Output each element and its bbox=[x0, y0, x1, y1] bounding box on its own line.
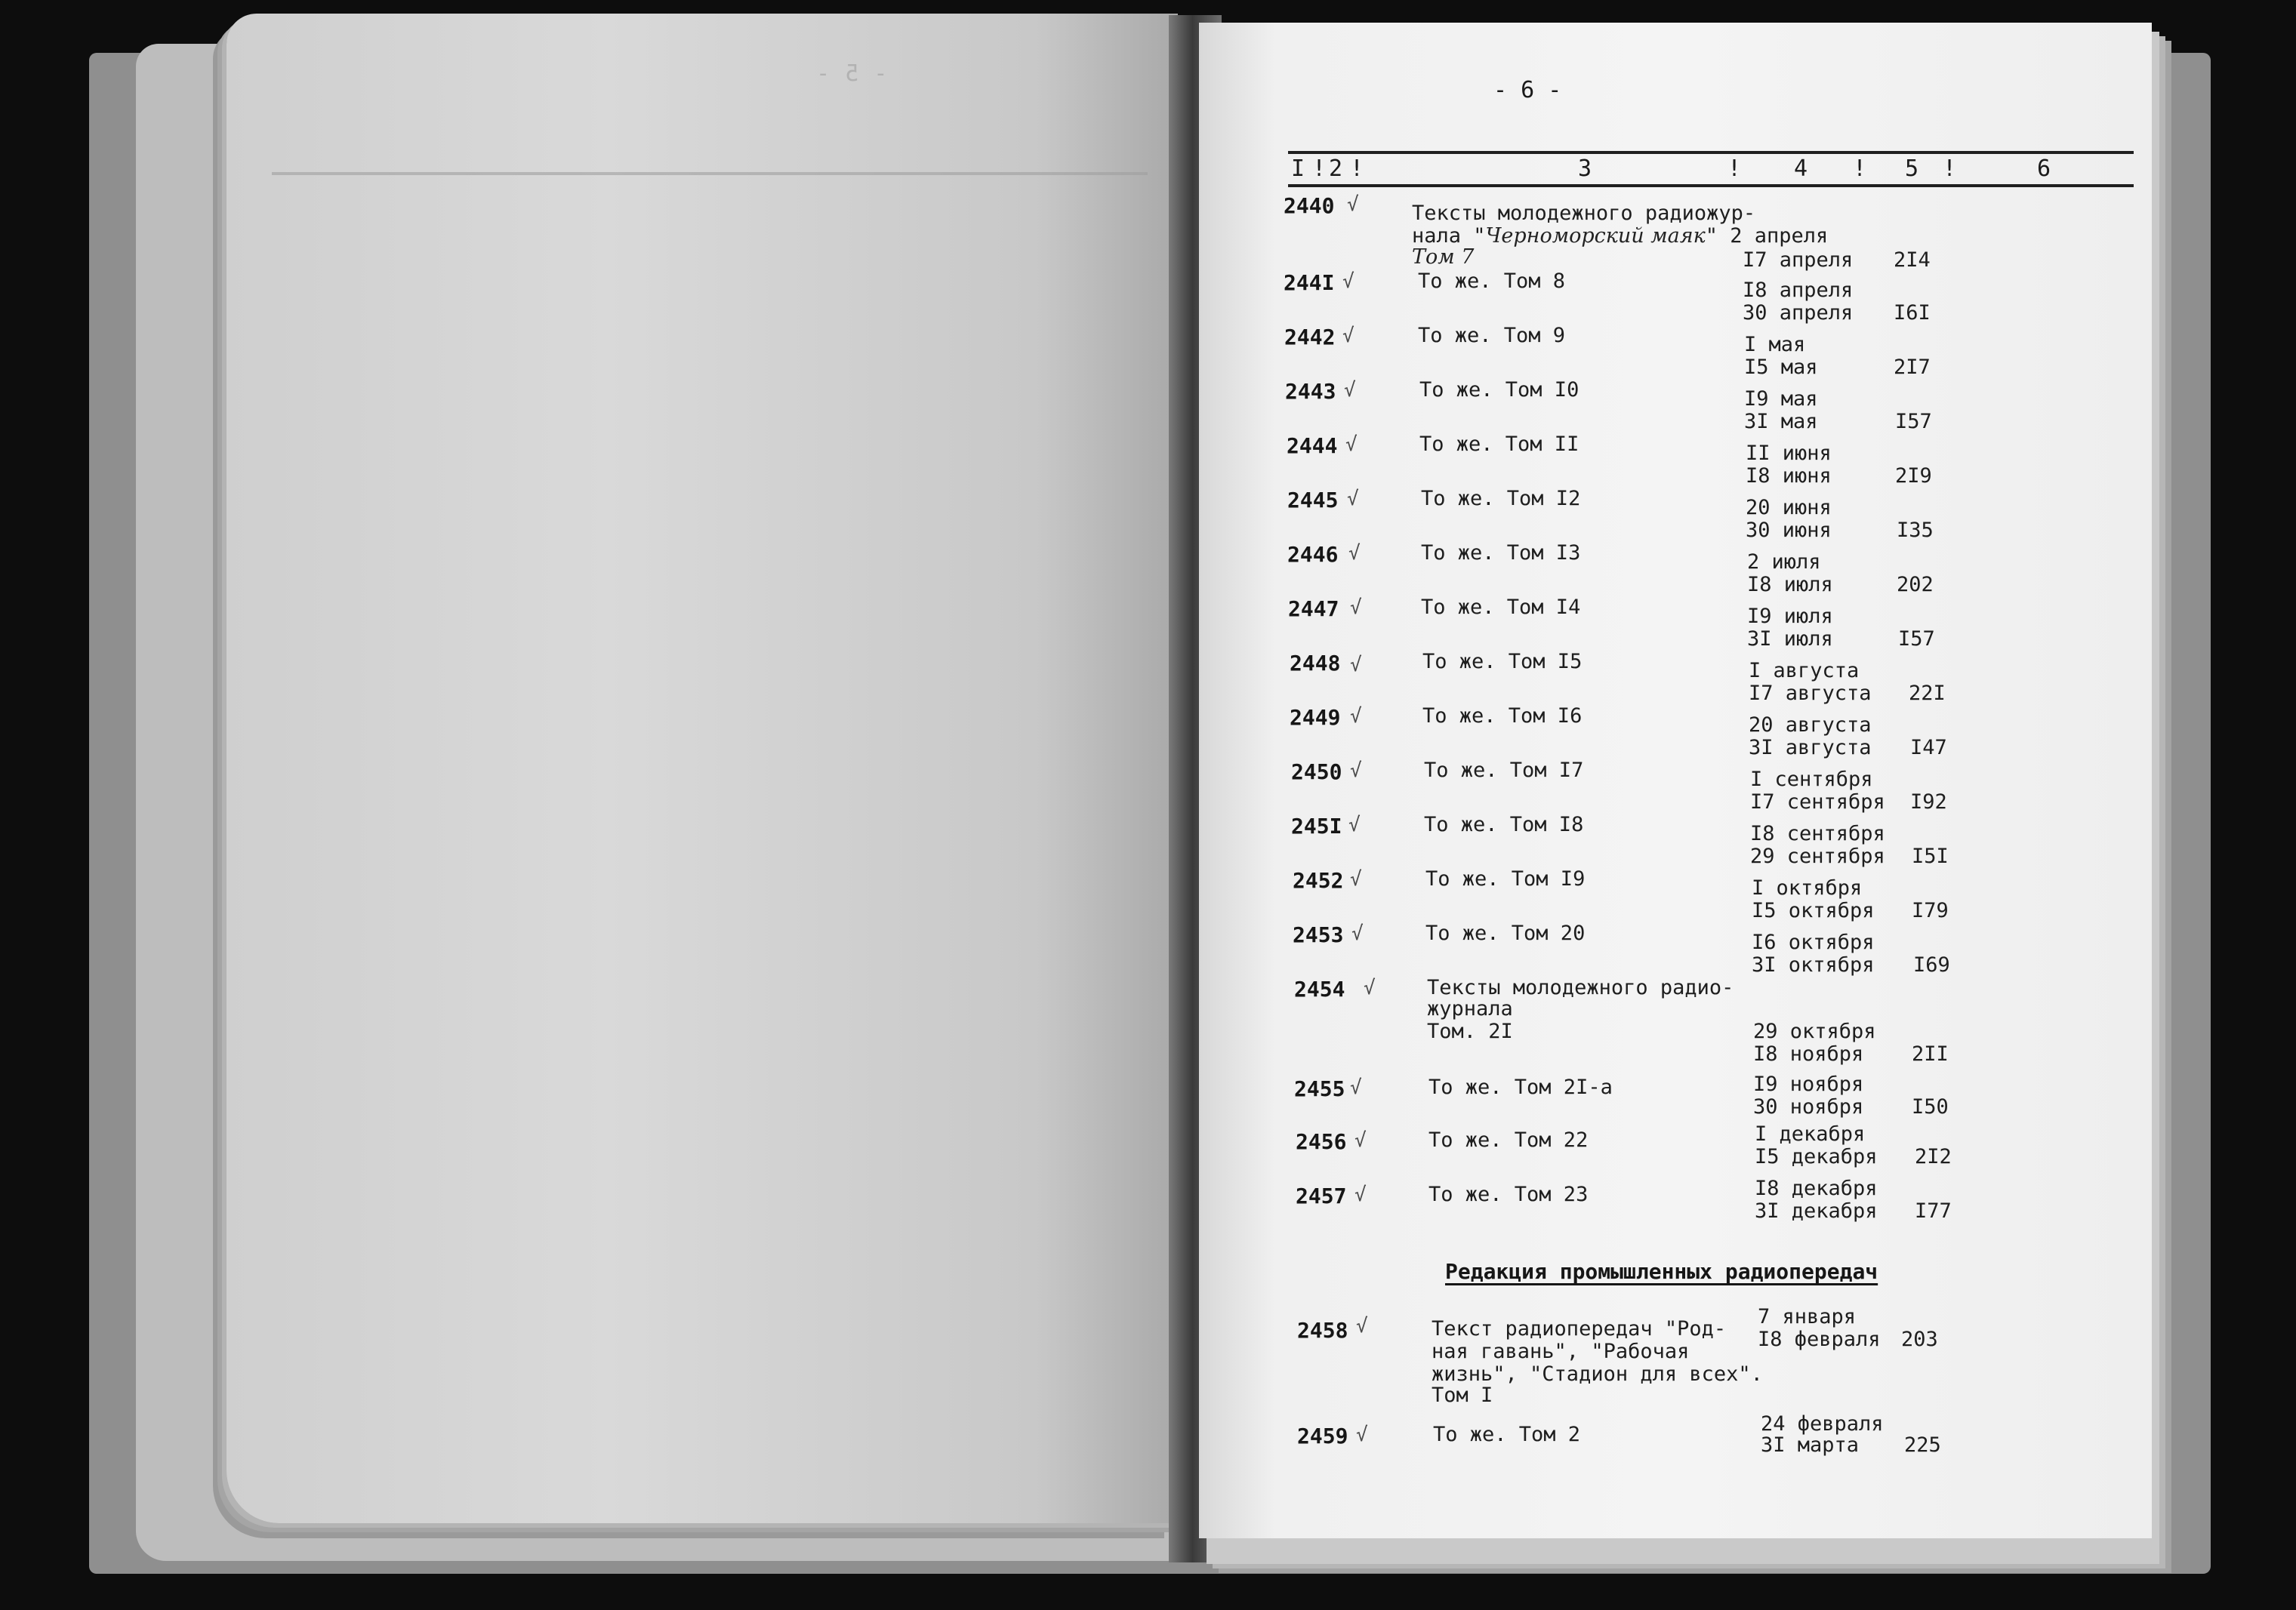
row-number: 2450 bbox=[1291, 759, 1342, 784]
row-date-end: 30 апреля bbox=[1743, 301, 1854, 325]
row-pages: I57 bbox=[1895, 410, 1932, 433]
row-pages: I57 bbox=[1898, 627, 1935, 651]
row-date-end: 30 ноября bbox=[1753, 1095, 1864, 1119]
row-description: журнала bbox=[1427, 997, 1513, 1020]
row-description: То же. Том I5 bbox=[1422, 650, 1583, 673]
row-date-start: 24 февраля bbox=[1761, 1412, 1884, 1436]
row-pages: 2II bbox=[1912, 1042, 1949, 1066]
row-date-end: 3I октября bbox=[1752, 953, 1875, 977]
row-description: жизнь", "Стадион для всех". bbox=[1432, 1362, 1763, 1386]
row-date-end: I5 мая bbox=[1744, 356, 1818, 379]
row-description: Текст радиопередач "Род- bbox=[1432, 1317, 1727, 1341]
header-sep: ! bbox=[1853, 155, 1867, 182]
check-mark-icon: √ bbox=[1342, 325, 1354, 347]
row-number: 2448 bbox=[1290, 651, 1341, 676]
row-description: То же. Том 23 bbox=[1428, 1183, 1589, 1206]
row-date-start: I декабря bbox=[1755, 1122, 1866, 1146]
check-mark-icon: √ bbox=[1342, 270, 1354, 293]
check-mark-icon: √ bbox=[1348, 542, 1361, 565]
row-date-start: I6 октября bbox=[1752, 931, 1875, 954]
row-date-end: 3I августа bbox=[1749, 736, 1872, 759]
row-date-start: 2 июля bbox=[1747, 550, 1821, 574]
left-page-number: - 5 - bbox=[815, 60, 888, 87]
row-date-start: I9 июля bbox=[1747, 605, 1833, 628]
row-date-end: 30 июня bbox=[1746, 519, 1832, 542]
row-number: 2445 bbox=[1287, 488, 1339, 513]
row-number: 2440 bbox=[1284, 193, 1335, 218]
check-mark-icon: √ bbox=[1350, 1076, 1362, 1099]
handwritten-volume: Том 7 bbox=[1412, 245, 1475, 269]
row-pages: I5I bbox=[1912, 845, 1949, 868]
check-mark-icon: √ bbox=[1364, 977, 1376, 999]
row-date-start: I октября bbox=[1752, 876, 1863, 900]
row-description: нала "Черноморский маяк" 2 апреля bbox=[1412, 224, 1829, 248]
check-mark-icon: √ bbox=[1350, 596, 1362, 619]
row-pages: I79 bbox=[1912, 899, 1949, 922]
row-description: Том I bbox=[1432, 1384, 1493, 1407]
right-page bbox=[1199, 23, 2152, 1538]
check-mark-icon: √ bbox=[1347, 488, 1359, 510]
row-number: 2443 bbox=[1285, 379, 1336, 404]
row-description: То же. Том 9 bbox=[1418, 324, 1566, 347]
row-date-end: I8 июля bbox=[1747, 573, 1833, 596]
row-pages: 22I bbox=[1909, 682, 1946, 705]
row-description: То же. Том I8 bbox=[1424, 813, 1584, 836]
header-col-1: I bbox=[1291, 155, 1305, 182]
row-number: 2456 bbox=[1296, 1129, 1347, 1154]
row-date-start: I8 декабря bbox=[1755, 1177, 1878, 1200]
row-number: 2446 bbox=[1287, 542, 1339, 567]
check-mark-icon: √ bbox=[1356, 1424, 1368, 1446]
row-date-end: I7 августа bbox=[1749, 682, 1872, 705]
row-date-end: I7 сентября bbox=[1750, 790, 1885, 814]
header-col-4: 4 bbox=[1794, 155, 1808, 182]
check-mark-icon: √ bbox=[1356, 1315, 1368, 1338]
row-number: 244I bbox=[1284, 270, 1335, 295]
row-date-start: I сентября bbox=[1750, 768, 1873, 791]
row-number: 2459 bbox=[1297, 1424, 1348, 1448]
row-description: То же. Том I2 bbox=[1421, 487, 1581, 510]
row-description: То же. Том I6 bbox=[1422, 704, 1583, 728]
row-pages: 2I9 bbox=[1895, 464, 1932, 488]
row-number: 2449 bbox=[1290, 705, 1341, 730]
row-date-end: 3I июля bbox=[1747, 627, 1833, 651]
row-date-start: I8 апреля bbox=[1743, 279, 1854, 302]
header-line-bottom bbox=[1288, 184, 2134, 187]
header-line-top bbox=[1288, 151, 2134, 154]
row-date-end: 3I декабря bbox=[1755, 1199, 1878, 1223]
row-date-start: I августа bbox=[1749, 659, 1860, 682]
row-description: То же. Том I0 bbox=[1419, 378, 1579, 402]
row-pages: I50 bbox=[1912, 1095, 1949, 1119]
row-pages: I69 bbox=[1913, 953, 1950, 977]
handwritten-title: Черноморский маяк bbox=[1485, 224, 1706, 248]
row-number: 2442 bbox=[1284, 325, 1336, 349]
row-date-start: 29 октября bbox=[1753, 1020, 1876, 1043]
row-description: То же. Том 20 bbox=[1425, 922, 1586, 945]
header-sep: ! bbox=[1350, 155, 1364, 182]
row-pages: 2I4 bbox=[1894, 248, 1931, 272]
row-description: То же. Том I7 bbox=[1424, 759, 1584, 782]
row-number: 2452 bbox=[1293, 868, 1344, 893]
row-number: 2457 bbox=[1296, 1184, 1347, 1208]
row-pages: 2I2 bbox=[1915, 1145, 1952, 1168]
row-description: ная гавань", "Рабочая bbox=[1432, 1340, 1690, 1363]
check-mark-icon: √ bbox=[1345, 433, 1358, 456]
row-date-end: I7 апреля bbox=[1743, 248, 1854, 272]
row-date-end: I8 ноября bbox=[1753, 1042, 1864, 1066]
header-sep: ! bbox=[1312, 155, 1327, 182]
row-date-start: 7 января bbox=[1758, 1305, 1857, 1328]
row-number: 2453 bbox=[1293, 922, 1344, 947]
row-description: Том. 2I bbox=[1427, 1020, 1513, 1043]
row-pages: 203 bbox=[1901, 1328, 1938, 1351]
row-description: То же. Том 8 bbox=[1418, 269, 1566, 293]
row-date-start: 20 июня bbox=[1746, 496, 1832, 519]
row-description: То же. Том I3 bbox=[1421, 541, 1581, 565]
row-date-start: II июня bbox=[1746, 442, 1832, 465]
row-date-end: I8 июня bbox=[1746, 464, 1832, 488]
check-mark-icon: √ bbox=[1354, 1184, 1367, 1206]
row-description: То же. Том 2 bbox=[1433, 1423, 1581, 1446]
row-description: То же. Том 22 bbox=[1428, 1128, 1589, 1152]
row-description: Тексты молодежного радио- bbox=[1427, 976, 1734, 999]
check-mark-icon: √ bbox=[1347, 193, 1359, 216]
row-date-end: I5 декабря bbox=[1755, 1145, 1878, 1168]
row-pages: I35 bbox=[1897, 519, 1934, 542]
check-mark-icon: √ bbox=[1350, 654, 1362, 676]
check-mark-icon: √ bbox=[1350, 759, 1362, 782]
check-mark-icon: √ bbox=[1354, 1129, 1367, 1152]
row-description: Тексты молодежного радиожур- bbox=[1412, 202, 1756, 225]
row-number: 2455 bbox=[1294, 1076, 1345, 1101]
row-date-end: 3I марта bbox=[1761, 1433, 1860, 1457]
header-sep: ! bbox=[1943, 155, 1957, 182]
row-description: То же. Том II bbox=[1419, 433, 1579, 456]
row-number: 2458 bbox=[1297, 1318, 1348, 1343]
row-date-end: I5 октября bbox=[1752, 899, 1875, 922]
row-date-start: 20 августа bbox=[1749, 713, 1872, 737]
check-mark-icon: √ bbox=[1344, 379, 1356, 402]
row-date-start: I8 сентября bbox=[1750, 822, 1885, 845]
row-pages: I47 bbox=[1910, 736, 1947, 759]
row-pages: I77 bbox=[1915, 1199, 1952, 1223]
check-mark-icon: √ bbox=[1350, 868, 1362, 891]
header-col-3: 3 bbox=[1578, 155, 1592, 182]
left-page bbox=[227, 14, 1178, 1523]
row-pages: 2I7 bbox=[1894, 356, 1931, 379]
row-number: 2444 bbox=[1287, 433, 1338, 458]
check-mark-icon: √ bbox=[1351, 922, 1364, 945]
check-mark-icon: √ bbox=[1348, 814, 1361, 836]
header-col-6: 6 bbox=[2037, 155, 2051, 182]
row-pages: I6I bbox=[1894, 301, 1931, 325]
row-date-start: I9 ноября bbox=[1753, 1073, 1864, 1096]
row-number: 2447 bbox=[1288, 596, 1339, 621]
row-pages: 202 bbox=[1897, 573, 1934, 596]
row-number: 245I bbox=[1291, 814, 1342, 839]
check-mark-icon: √ bbox=[1350, 705, 1362, 728]
row-date-end: 29 сентября bbox=[1750, 845, 1885, 868]
header-sep: ! bbox=[1727, 155, 1742, 182]
header-col-5: 5 bbox=[1905, 155, 1919, 182]
row-date-start: I9 мая bbox=[1744, 387, 1818, 411]
row-date-end: 3I мая bbox=[1744, 410, 1818, 433]
row-description: То же. Том I4 bbox=[1421, 596, 1581, 619]
row-description: То же. Том 2I-а bbox=[1428, 1076, 1613, 1099]
row-date-start: I мая bbox=[1744, 333, 1806, 356]
page-number: - 6 - bbox=[1493, 77, 1562, 103]
row-date-end: I8 февраля bbox=[1758, 1328, 1881, 1351]
row-pages: I92 bbox=[1910, 790, 1947, 814]
row-pages: 225 bbox=[1904, 1433, 1941, 1457]
header-col-2: 2 bbox=[1329, 155, 1343, 182]
row-number: 2454 bbox=[1294, 977, 1345, 1002]
row-description: То же. Том I9 bbox=[1425, 867, 1586, 891]
left-page-header-line bbox=[272, 172, 1148, 175]
section-heading: Редакция промышленных радиопередач bbox=[1445, 1259, 1878, 1284]
